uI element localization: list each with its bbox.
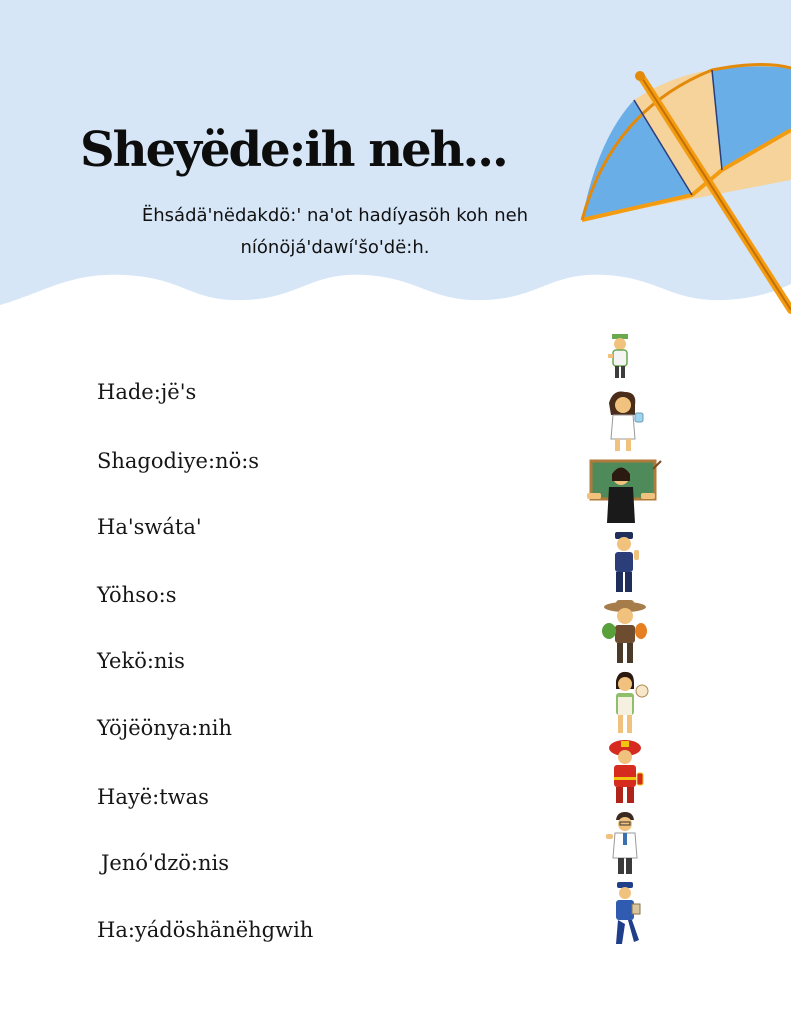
firefighter-icon	[603, 739, 647, 805]
word-list-item: Ha:yádöshänëhgwih	[97, 918, 314, 942]
word-list-item: Yöhso:s	[97, 583, 177, 607]
instructions	[80, 200, 590, 264]
word-list-item: Yöjëönya:nih	[97, 716, 233, 740]
umbrella-icon	[572, 60, 791, 320]
word-list-item: Jenó'dzö:nis	[101, 851, 230, 875]
word-list-item: Hayë:twas	[97, 785, 209, 809]
word-list-item: Yekö:nis	[97, 649, 185, 673]
cook-icon	[604, 669, 652, 735]
scientist-icon	[597, 389, 653, 453]
page-title: Sheyëde:ih neh...	[80, 122, 507, 178]
instructions-line-2: níónöjá'dawí'šo'dë:h.	[240, 237, 430, 258]
farmer-icon	[600, 599, 650, 665]
teacher-icon	[585, 459, 663, 523]
doctor-icon	[604, 810, 646, 876]
word-list-item: Shagodiye:nö:s	[97, 449, 260, 473]
word-list-item: Hade:jë's	[97, 380, 197, 404]
nurse-icon	[600, 332, 640, 380]
mail-carrier-icon	[606, 880, 646, 946]
police-officer-icon	[606, 530, 646, 594]
word-list-item: Ha'swáta'	[97, 515, 202, 539]
instructions-line-1: Ëhsádä'nëdakdö:' na'ot hadíyasöh koh neh	[141, 205, 529, 226]
